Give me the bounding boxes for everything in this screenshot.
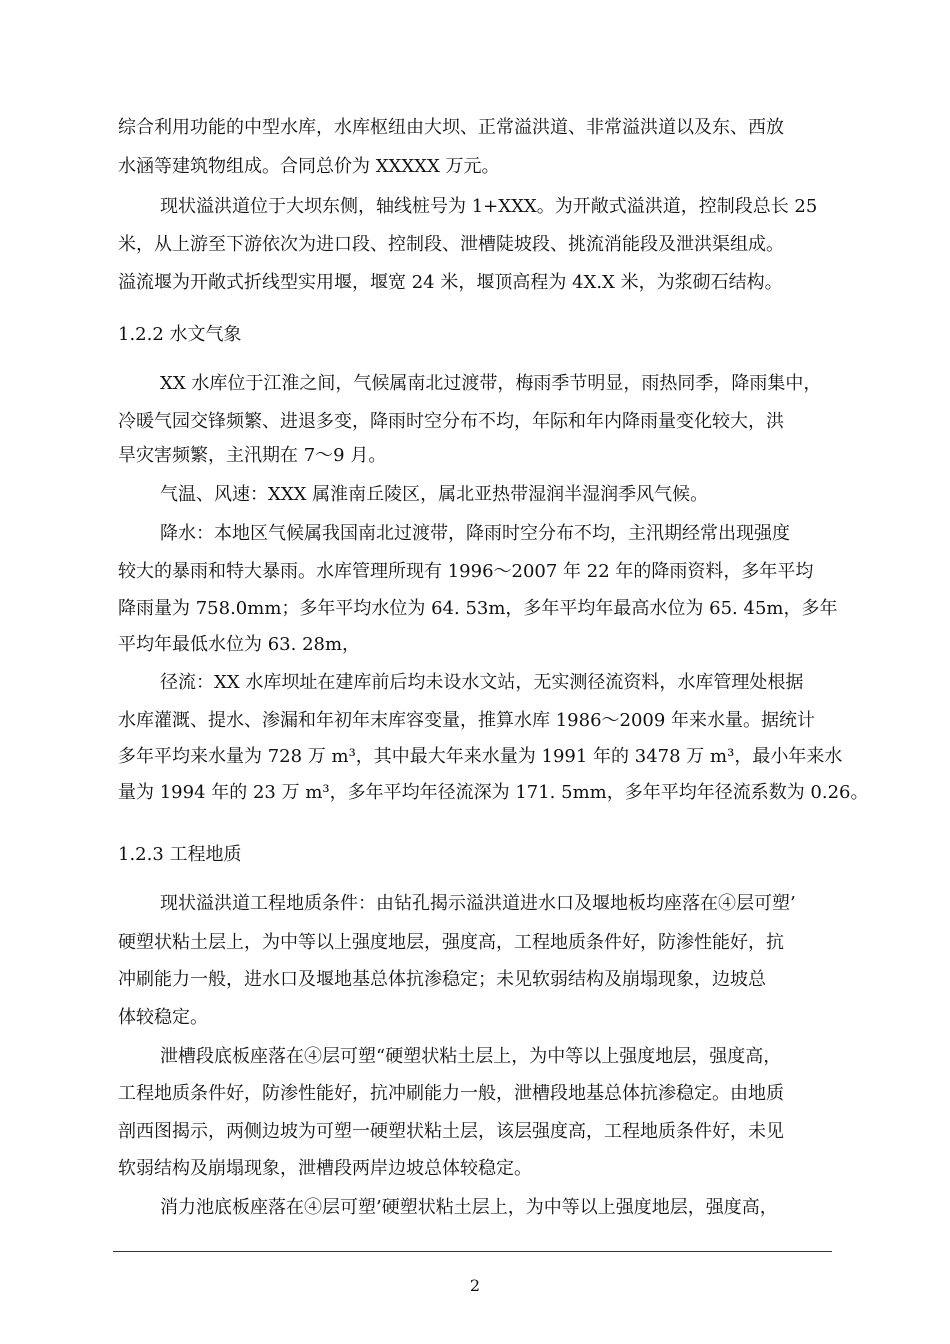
paragraph-line: 冷暖气园交锋频繁、进退多变，降雨时空分布不均，年际和年内降雨量变化较大，洪 <box>118 411 784 432</box>
paragraph-line: 硬塑状粘土层上，为中等以上强度地层，强度高，工程地质条件好，防渗性能好，抗 <box>118 932 784 953</box>
paragraph-line: 米，从上游至下游依次为进口段、控制段、泄槽陡坡段、挑流消能段及泄洪渠组成。 <box>118 234 784 255</box>
paragraph-line: XX 水库位于江淮之间，气候属南北过渡带，梅雨季节明显，雨热同季，降雨集中， <box>160 373 822 394</box>
paragraph-line: 旱灾害频繁，主汛期在 7～9 月。 <box>118 445 387 466</box>
paragraph-line: 综合利用功能的中型水库，水库枢纽由大坝、正常溢洪道、非常溢洪道以及东、西放 <box>118 117 784 138</box>
section-heading: 1.2.2 水文气象 <box>118 324 242 345</box>
paragraph-line: 气温、风速：XXX 属淮南丘陵区，属北亚热带湿润半湿润季风气候。 <box>160 484 709 505</box>
paragraph-line: 现状溢洪道工程地质条件：由钻孔揭示溢洪道进水口及堰地板均座落在④层可塑’ <box>160 893 796 914</box>
paragraph-line: 平均年最低水位为 63. 28m， <box>118 634 361 655</box>
paragraph-line: 多年平均来水量为 728 万 m³，其中最大年来水量为 1991 年的 3478 万 m³，最小年来水 <box>118 746 843 767</box>
footer-rule <box>113 1251 832 1252</box>
paragraph-line: 工程地质条件好，防渗性能好，抗冲刷能力一般，泄槽段地基总体抗渗稳定。由地质 <box>118 1083 784 1104</box>
paragraph-line: 径流：XX 水库坝址在建库前后均未设水文站，无实测径流资料，水库管理处根据 <box>160 672 804 693</box>
paragraph-line: 泄槽段底板座落在④层可塑“硬塑状粘土层上，为中等以上强度地层，强度高， <box>160 1046 782 1067</box>
paragraph-line: 消力池底板座落在④层可塑’硬塑状粘土层上，为中等以上强度地层，强度高， <box>160 1197 778 1218</box>
paragraph-line: 体较稳定。 <box>118 1007 208 1028</box>
paragraph-line: 降雨量为 758.0mm；多年平均水位为 64. 53m，多年平均年最高水位为 65. 45m，多年 <box>118 598 838 619</box>
paragraph-line: 水涵等建筑物组成。合同总价为 XXXXX 万元。 <box>118 156 500 177</box>
paragraph-line: 现状溢洪道位于大坝东侧，轴线桩号为 1+XXX。为开敞式溢洪道，控制段总长 25 <box>160 196 818 217</box>
section-heading: 1.2.3 工程地质 <box>118 844 242 865</box>
paragraph-line: 冲刷能力一般，进水口及堰地基总体抗渗稳定；未见软弱结构及崩塌现象，边坡总 <box>118 969 766 990</box>
paragraph-line: 较大的暴雨和特大暴雨。水库管理所现有 1996～2007 年 22 年的降雨资料，多年平均 <box>118 561 814 582</box>
paragraph-line: 水库灌溉、提水、渗漏和年初年末库容变量，推算水库 1986～2009 年来水量。据统计 <box>118 710 816 731</box>
paragraph-line: 剖西图揭示，两侧边坡为可塑一硬塑状粘土层，该层强度高，工程地质条件好，未见 <box>118 1121 784 1142</box>
paragraph-line: 降水：本地区气候属我国南北过渡带，降雨时空分布不均，主汛期经常出现强度 <box>160 523 790 544</box>
paragraph-line: 溢流堰为开敞式折线型实用堰，堰宽 24 米，堰顶高程为 4X.X 米，为浆砌石结构。 <box>118 272 783 293</box>
page-number: 2 <box>469 1276 481 1295</box>
paragraph-line: 量为 1994 年的 23 万 m³，多年平均年径流深为 171. 5mm，多年平均年径流系数为 0.26。 <box>118 782 869 803</box>
paragraph-line: 软弱结构及崩塌现象，泄槽段两岸边坡总体较稳定。 <box>118 1158 532 1179</box>
